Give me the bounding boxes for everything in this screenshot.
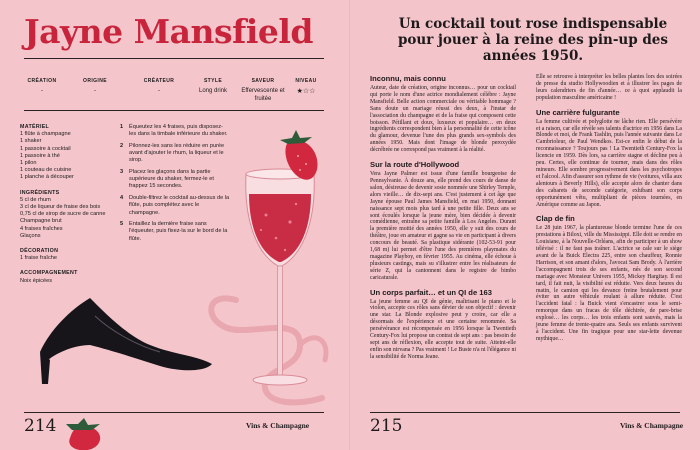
list-item: Champagne brut (20, 218, 62, 225)
article-column-1 (370, 74, 516, 361)
step-item: 5 Entaillez la dernière fraise sans l'équeuter, puis fixez-la sur le bord de la flûte. (120, 221, 228, 242)
page-title: Jayne Mansfield (24, 12, 313, 51)
list-item: 0,75 cl de sirop de sucre de canne (20, 211, 106, 218)
champagne-flute-icon (246, 169, 314, 385)
meta-origine: ORIGINE - (83, 78, 107, 94)
materiel-heading: MATÉRIEL (20, 124, 50, 130)
list-item: 1 pilon (20, 160, 37, 167)
paragraph: Vera Jayne Palmer est issue d'une famille bourgeoise de Pennsylvanie. À douze ans, elle prend des cours de danse de salon, désireuse de devenir sosie nommée une Shirley Temple, alors vieille… de dix-sept ans. C'est justement à cet âge que Jayne épouse Paul James Mansfield, en mai 1950, donnant naissance sept mois plus tard à une petite fille. Deux ans se sont écoulés lorsque la jeune mère, bien décidée à devenir comédienne, entraîne sa petite famille à Los Angeles. Durant la première moitié des années 1950, elle y suit des cours de théâtre, joue en amateur et gagne sa vie en participant à divers concours de beauté. Sa plastique sidérante (102-53-91 pour 1,68 m) lui permet d'être l'une des premières playmates du magazine Playboy, en février 1955. Au cinéma, elle échoue à plusieurs castings, mais su s'illustrer entre les réalisateurs de série Z, qui la cantonnent dans le registre de bimbo caricaturale. (370, 171, 516, 281)
running-title: Vins & Champagne (246, 421, 310, 430)
divider-footer-right (370, 412, 680, 413)
section-heading: Une carrière fulgurante (536, 107, 620, 117)
meta-niveau: NIVEAU ★☆☆ (288, 78, 324, 103)
paragraph: La jeune femme au QI de génie, maîtrisant le piano et le violon, accepte ces rôles sans dévier de son objectif : devenir une star. La Blonde explosive peut y croire, car elle a désormais de l'expérience et une certaine renommée. Sa persévérance est récompensée en 1956 lorsque la Twentieth Century-Fox lui propose un contrat de sept ans : pas besoin de sept ans de réflexion, elle accepte tout de suite. Atteint-elle enfin son nirvana ? Pas vraiment ! Le Buste n'a ni l'élégance ni la sensibilité de Norma Jeane. (370, 298, 516, 360)
section-heading: Clap de fin (536, 214, 575, 224)
step-item: 4 Double-filtrez le cocktail au-dessus de la flûte, puis complétez avec le champagne. (120, 195, 230, 216)
list-item: 3 cl de liqueur de fraise des bois (20, 204, 101, 211)
meta-creation: CRÉATION - (27, 78, 57, 94)
list-item: Glaçons (20, 232, 41, 239)
list-item: Noix épicées (20, 277, 53, 284)
meta-style: STYLE Long drink (198, 78, 228, 94)
list-item: 1 couteau de cuisine (20, 167, 72, 174)
page-number: 215 (370, 416, 403, 436)
list-item: 1 flûte à champagne (20, 131, 71, 138)
page-number: 214 (24, 416, 57, 436)
divider-footer (24, 412, 324, 413)
list-item: 5 cl de rhum (20, 196, 51, 203)
high-heel-shoe-icon (40, 298, 212, 384)
section-heading: Un corps parfait… et un QI de 163 (370, 287, 492, 297)
paragraph: Elle se retrouve à interpréter les belles plantes lors des soirées de presse du studio Hollywoodien et à illustrer les pages de leurs calendriers de fin d'année… ce à quoi applaudit la population masculine américaine ! (536, 74, 682, 101)
list-item: 1 passoire à cocktail (20, 145, 71, 152)
article-column-2 (536, 74, 682, 343)
list-item: 1 passoire à thé (20, 152, 60, 159)
meta-saveur: SAVEUR Effervescente et fruitée (241, 78, 285, 102)
headline: Un cocktail tout rose indispensable pour jouer à la reine des pin-up des années 1950. (397, 16, 669, 64)
step-item: 1 Équeutez les 4 fraises, puis disposez-les dans la timbale inférieure du shaker. (120, 124, 228, 138)
step-item: 2 Pilonnez-les sans les réduire en purée avant d'ajouter le rhum, la liqueur et le sirop. (120, 142, 225, 164)
list-item: 1 shaker (20, 138, 42, 145)
running-title: Vins & Champagne (620, 421, 684, 430)
accompagnement-heading: ACCOMPAGNEMENT (20, 270, 78, 277)
decoration-heading: DÉCORATION (20, 248, 59, 255)
list-item: 1 fraise fraîche (20, 255, 57, 262)
paragraph: Auteur, date de création, origine inconnus… pour un cocktail qui porte le nom d'une actrice mondialement célèbre : Jayne Mansfield. Belle action commerciale ou véritable hommage ? Sans doute un mariage réussi des deux, à l'instar de l'association du champagne et de la fraise qui composent cette boisson. Pétillant et doux, luxueux et populaire… en deux ingrédients correspondent bien à la personnalité de cette icône du glamour, devenue l'une des plus grands sex-symbols des années 1950. Mais dont l'image de blonde peroxydée décrébrée ne correspond pas vraiment à la réalité. (370, 85, 516, 154)
strawberry-bottom-icon (66, 418, 100, 450)
step-item: 3 Placez les glaçons dans la partie supérieure du shaker, fermez-le et frappez 15 secondes. (120, 169, 214, 190)
paragraph: Le 28 juin 1967, la plantureuse blonde termine l'une de ces prestations à Biloxi, ville du Mississippi. Elle doit se rendre en Louisiane, à la Nouvelle-Orléans, afin de participer à un show télévisé : il ne faut pas traîner. L'actrice se cale sur le siège avant de la Buick Electra 225, entre son chauffeur, Ronnie Harrison, et son amant d'alors, l'avocat Sam Brody. À l'arrière l'accompagnent trois de ses enfants, nés de son second mariage avec Monsieur Univers 1955, Mickey Hargitay. Il est tard, il fait nuit, la visibilité est réduite. Vers deux heures du matin, le camion qui les devance freine brutalement pour éviter un autre véhicule roulant à allure réduite. C'est l'accident fatal : la Buick vient s'encastrer sous le semi-remorque dans un fracas de tôle déchirée, de pare-brise explosé… les corps… les trois enfants sont sauvés, mais la jeune femme de trente-quatre ans. Seuls ses enfants survivent à l'accident. Une fin tragique pour une star-lette devenue mythique… (536, 225, 682, 342)
level-stars: ★☆☆ (296, 88, 316, 95)
pearl-necklace-illustration (211, 298, 326, 402)
list-item: 1 planche à découper (20, 174, 74, 181)
meta-createur: CRÉATEUR - (143, 78, 175, 94)
section-heading: Inconnu, mais connu (370, 74, 446, 83)
list-item: 4 fraises fraîches (20, 225, 63, 232)
ingredients-heading: INGRÉDIENTS (20, 189, 60, 196)
paragraph: La femme cultivée et polyglotte ne lâche rien. Elle persévère et a raison, car elle révèle ses talents d'actrice en 1956 dans La Blonde et moi, de Frank Tashlin, puis l'année suivante dans Le Cambrioleur, de Paul Wendkos. Est-ce enfin le début de la reconnaissance ? Toujours pas ! La Twentieth Century-Fox la licencie en 1959. Dès lors, sa carrière stagne et décline peu à peu. Certes, elle continue de tourner, mais dans des rôles mineurs. Elle sombre progressivement dans les psychotropes et l'alcool. Afin d'assurer son rythme de vie (voitures, villa aux alentours à Beverly Hills), elle accepte alors de chanter dans des cabarets de seconde catégorie, exhibant son corps opportunément vêtu, multipliant de pièces tournées, en Amérique comme au Japon. (536, 118, 682, 208)
section-heading: Sur la route d'Hollywood (370, 160, 460, 170)
